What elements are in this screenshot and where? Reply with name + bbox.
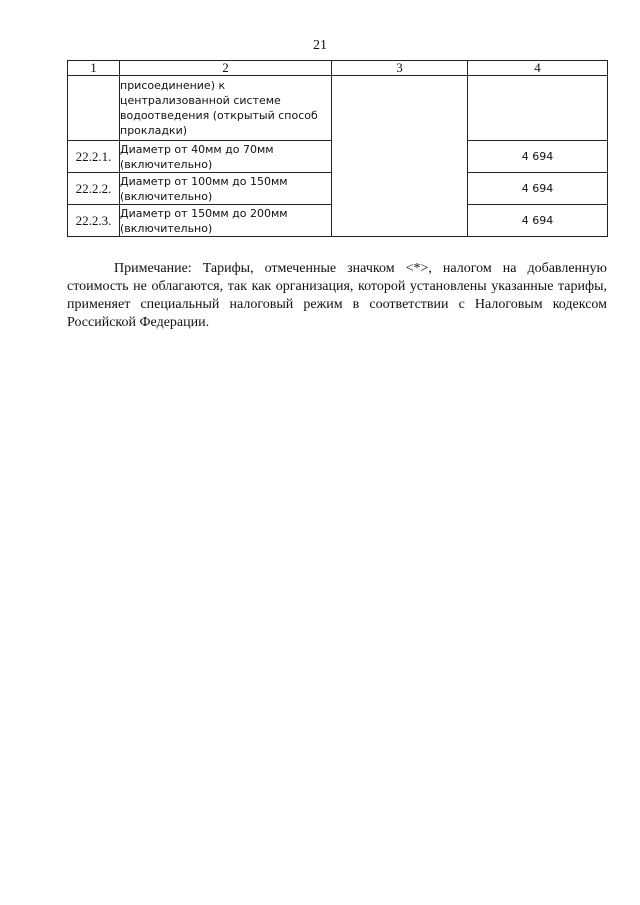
table-row (68, 76, 608, 141)
row-code: 22.2.1. (68, 141, 120, 173)
column-header-1: 1 (68, 61, 120, 76)
column-header-4: 4 (468, 61, 608, 76)
row-description: Диаметр от 40мм до 70мм (включительно) (120, 141, 332, 173)
column-header-2: 2 (120, 61, 332, 76)
column-3-merged-cell (332, 76, 468, 237)
table-header-row (68, 61, 608, 76)
row-description: Диаметр от 100мм до 150мм (включительно) (120, 173, 332, 205)
row-value: 4 694 (468, 141, 608, 173)
row-value (468, 76, 608, 141)
row-code (68, 76, 120, 141)
row-value: 4 694 (468, 205, 608, 237)
row-description: присоединение) к централизованной системе водоотведения (открытый способ прокладки) (120, 76, 332, 141)
page-number: 21 (313, 38, 327, 53)
row-description: Диаметр от 150мм до 200мм (включительно) (120, 205, 332, 237)
column-header-3: 3 (332, 61, 468, 76)
row-code: 22.2.2. (68, 173, 120, 205)
row-value: 4 694 (468, 173, 608, 205)
footnote-text: Примечание: Тарифы, отмеченные значком <*>, налогом на добавленную стоимость не облагаются, так как организация, которой установлены указанные тарифы, применяет специальный налоговый режим в соответствии с Налоговым кодексом Российской Федерации. (67, 261, 607, 330)
row-code: 22.2.3. (68, 205, 120, 237)
tariff-table (67, 60, 608, 237)
